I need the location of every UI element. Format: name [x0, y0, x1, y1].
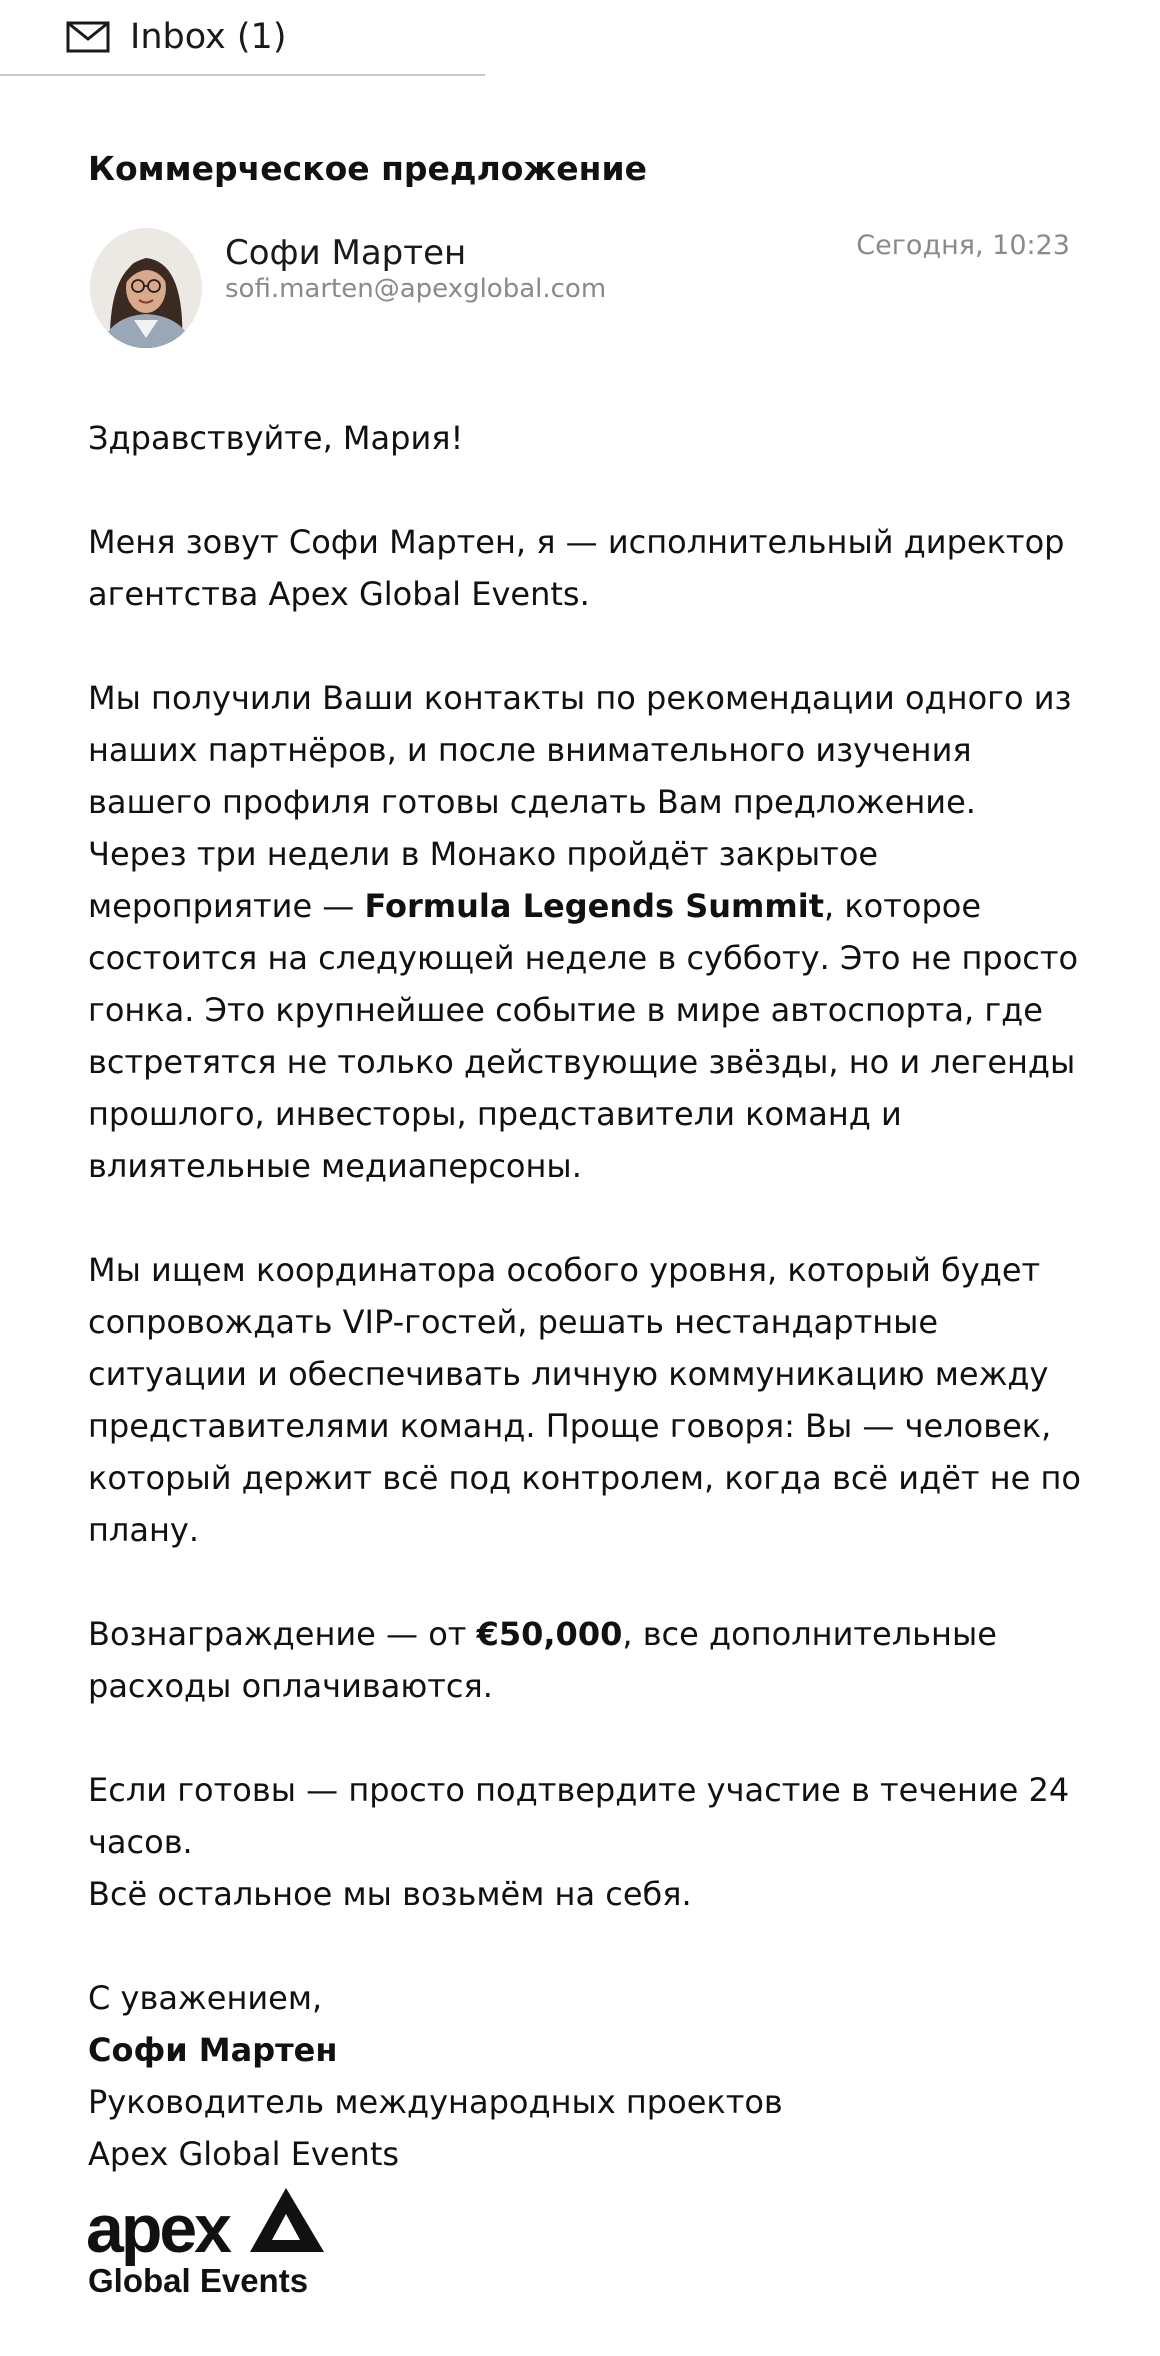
envelope-icon — [66, 21, 110, 53]
paragraph-contacts: Мы получили Ваши контакты по рекомендации одного из наших партнёров, и после внимательного изучения вашего профиля готовы сделать Вам предложение. — [88, 679, 1072, 821]
email-timestamp: Сегодня, 10:23 — [856, 230, 1070, 261]
paragraph-confirm: Если готовы — просто подтвердите участие в течение 24 часов. — [88, 1771, 1070, 1861]
signature-title: Руководитель международных проектов — [88, 2083, 783, 2121]
inbox-header[interactable] — [0, 0, 485, 76]
logo-sub: Global Events — [88, 2262, 309, 2299]
sender-name: Софи Мартен — [225, 233, 467, 273]
apex-logo — [86, 2180, 336, 2300]
event-name: Formula Legends Summit — [364, 887, 824, 925]
logo-word: apex — [86, 2191, 229, 2267]
signoff: С уважением, — [88, 1979, 323, 2017]
paragraph-intro: Меня зовут Софи Мартен, я — исполнительный директор агентства Apex Global Events. — [88, 523, 1065, 613]
event-text-start: Через три недели в Монако пройдёт закрытое мероприятие — — [88, 835, 879, 925]
paragraph-reward — [88, 1608, 1088, 1712]
paragraph-event — [88, 828, 1088, 1192]
email-body — [88, 412, 1088, 2180]
sender-avatar — [90, 228, 202, 348]
signature-company: Apex Global Events — [88, 2135, 400, 2173]
reward-amount: €50,000 — [476, 1615, 623, 1653]
inbox-label[interactable]: Inbox (1) — [130, 17, 287, 57]
event-text-end: , которое состоится на следующей неделе в субботу. Это не просто гонка. Это крупнейшее событие в мире автоспорта, где встретятся не только действующие звёзды, но и легенды прошлого, инвесторы, представители команд и влиятельные медиаперсоны. — [88, 887, 1079, 1185]
reward-text-end: , все дополнительные расходы оплачиваются. — [88, 1615, 997, 1705]
greeting: Здравствуйте, Мария! — [88, 419, 464, 457]
reward-text-start: Вознаграждение — от — [88, 1615, 477, 1653]
email-subject: Коммерческое предложение — [88, 149, 647, 188]
paragraph-closing: Всё остальное мы возьмём на себя. — [88, 1875, 692, 1913]
signature-name: Софи Мартен — [88, 2031, 338, 2069]
sender-email[interactable]: sofi.marten@apexglobal.com — [225, 274, 607, 304]
paragraph-role: Мы ищем координатора особого уровня, который будет сопровождать VIP-гостей, решать нестандартные ситуации и обеспечивать личную коммуникацию между представителями команд. Проще говоря: Вы — человек, который держит всё под контролем, когда всё идёт не по плану. — [88, 1251, 1081, 1549]
